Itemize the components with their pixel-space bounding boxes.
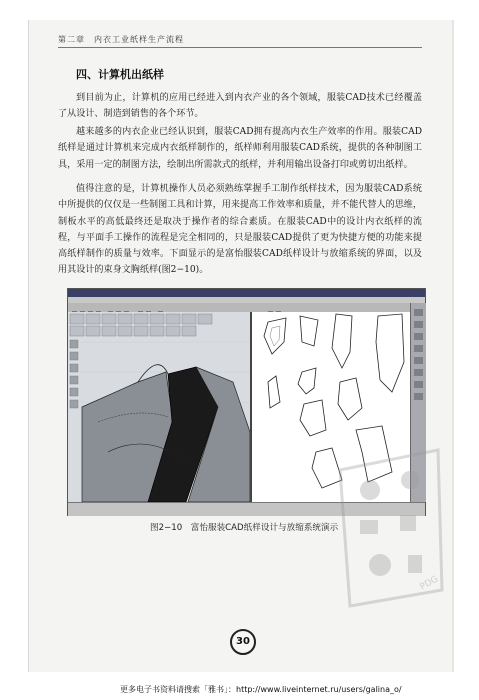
paragraph-1: 到目前为止，计算机的应用已经进入到内衣产业的各个领域，服装CAD技术已经覆盖了从设计、制造到销售的各个环节。 <box>58 93 422 120</box>
watermark-text: PDG <box>418 574 441 593</box>
sidebar-tool-icons <box>411 303 426 502</box>
cad-title-bar <box>68 289 425 297</box>
cad-status-bar <box>68 502 425 516</box>
figure-caption: 图2−10 富怡服装CAD纸样设计与放缩系统演示 <box>150 523 339 533</box>
paragraph-2: 越来越多的内衣企业已经认识到，服装CAD拥有提高内衣生产效率的作用。服装CAD纸样是通过计算机来完成内衣纸样制作的，纸样师利用服装CAD系统，提供的各种制图工具，采用一定的制图方法，绘制出所需款式的纸样，并利用输出设备打印或剪切出纸样。 <box>58 127 422 170</box>
header-divider <box>58 47 422 48</box>
running-header: 第二章 内衣工业纸样生产流程 <box>58 35 184 44</box>
cad-screenshot-figure <box>67 288 426 516</box>
pattern-pieces-drawing <box>252 312 410 502</box>
cad-right-toolbar <box>410 303 426 502</box>
footer-note: 更多电子书资料请搜索「雅书」：http://www.liveinternet.ru/users/galina_o/ <box>120 685 402 694</box>
paragraph-3: 值得注意的是，计算机操作人员必须熟练掌握手工制作纸样技术，因为服装CAD系统中所提供的仅仅是一些制图工具和计算，用来提高工作效率和质量，并不能代替人的思维，制板水平的高低最终还是取决于操作者的综合素质。在服装CAD中的设计内衣纸样的流程，与平面手工操作的流程是完全相同的，只是服装CAD提供了更为快捷方便的功能来提高纸样制作的质量与效率。下面显示的是富怡服装CAD纸样设计与放缩系统的界面，以及用其设计的束身文胸纸样(图2−10)。 <box>58 184 422 276</box>
bodice-draft-drawing <box>68 312 250 502</box>
section-title: 四、计算机出纸样 <box>76 68 164 81</box>
cad-drafting-panel <box>68 312 250 502</box>
page-number: 30 <box>230 629 256 655</box>
cad-pattern-pieces-panel <box>252 312 410 502</box>
